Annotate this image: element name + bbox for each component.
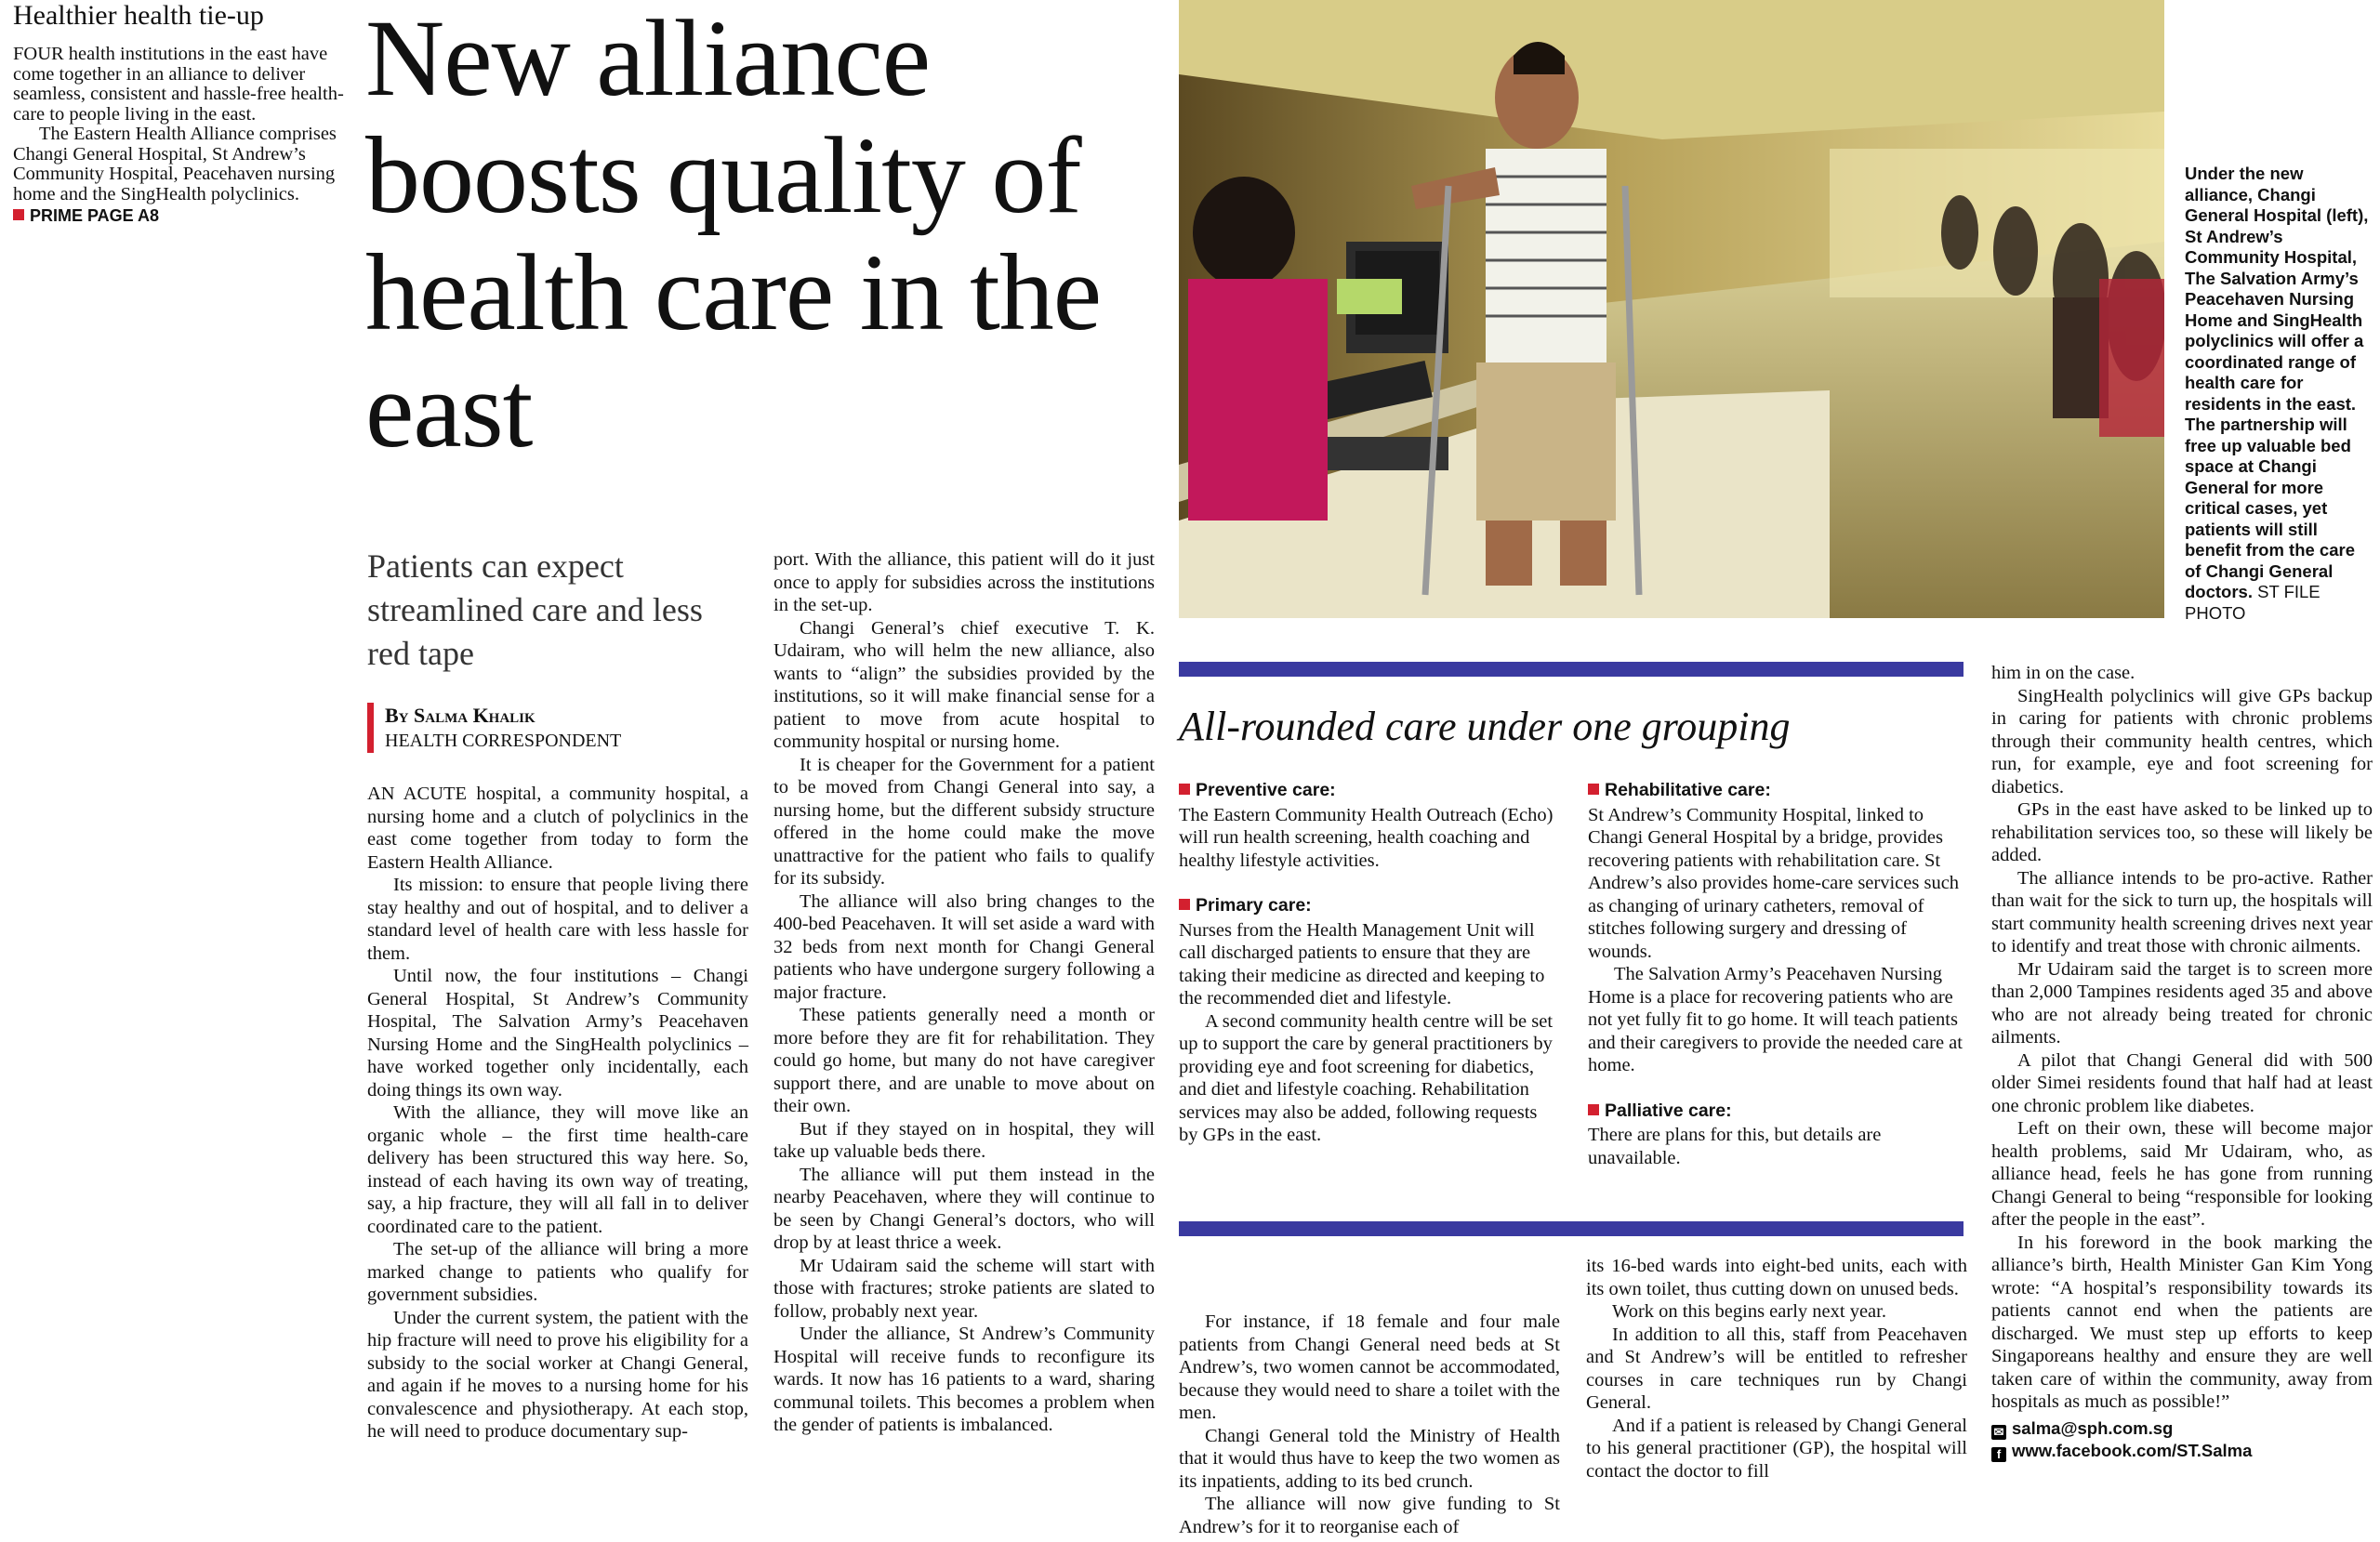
article-paragraph: him in on the case.: [1991, 663, 2135, 683]
heading-text: Palliative care:: [1605, 1100, 1732, 1121]
article-paragraph: port. With the alliance, this patient will do it just once to apply for subsidies across the institutions in the set-up.: [774, 549, 1155, 615]
article-paragraph: Under the alliance, St Andrew’s Community Hospital will receive funds to reconfigure its wards. It now has 16 patients to a ward, sharing communal toilets. This becomes a problem when the gender of patients is imbalanced.: [774, 1324, 1155, 1435]
info-item-text: There are plans for this, but details are unavailable.: [1588, 1125, 1882, 1168]
article-paragraph: Its mission: to ensure that people living there stay healthy and out of hospital, and to deliver a standard level of health care with less hassle for them.: [367, 875, 748, 964]
info-item-rehabilitative: [1588, 779, 1964, 1077]
info-item-heading: [1588, 1100, 1964, 1123]
square-bullet-icon: [1588, 784, 1599, 795]
hospital-photo: [1179, 0, 2164, 618]
photo-illustration: [1179, 0, 2164, 618]
article-paragraph: Mr Udairam said the scheme will start with those with fractures; stroke patients are slated to follow, probably next year.: [774, 1255, 1155, 1322]
heading-text: Rehabilitative care:: [1605, 780, 1771, 800]
square-bullet-icon: [1179, 899, 1190, 910]
teaser-title: Healthier health tie-up: [13, 0, 264, 31]
email-icon: ✉: [1991, 1425, 2006, 1440]
article-paragraph: In his foreword in the book marking the alliance’s birth, Health Minister Gan Kim Yong wrote: “A hospital’s responsibility towards its patients cannot end when the patients are discharged. We must step up efforts to keep Singaporeans healthy and ensure they are well taken care of within the community, away from hospitals as much as possible!”: [1991, 1232, 2373, 1412]
prime-page-ref-label: PRIME PAGE A8: [30, 206, 160, 225]
info-item-palliative: [1588, 1100, 1964, 1170]
byline-name: By Salma Khalik: [385, 704, 536, 727]
square-bullet-icon: [1179, 784, 1190, 795]
info-item-text: A second community health centre will be set up to support the care by general practitioners by providing eye and foot screening for diabetics, and diet and lifestyle coaching. Rehabilitation services may also be added, following requests by GPs in the east.: [1179, 1010, 1554, 1145]
article-paragraph: Changi General’s chief executive T. K. Udairam, who will helm the new alliance, also wants to “align” the subsidies provided by the institutions, so it will make financial sense for a patient to move from acute hospital to community hospital or nursing home.: [774, 617, 1155, 752]
article-paragraph: These patients generally need a month or more before they are fit for rehabilitation. They could go home, but many do not have caregiver support there, and are unable to move about on their own.: [774, 1005, 1155, 1116]
info-item-heading: [1179, 779, 1554, 802]
article-paragraph: The alliance will put them instead in the nearby Peacehaven, where they will continue to be seen by Changi General’s doctors, who will drop by at least thrice a week.: [774, 1164, 1155, 1253]
article-paragraph: With the alliance, they will move like an organic whole – the first time health-care delivery has been structured this way here. So, instead of each having its own way of treating, say, a hip fracture, they will all fall in to deliver coordinated care to the patient.: [367, 1102, 748, 1237]
top-rule: [1179, 662, 1964, 677]
article-paragraph: Work on this begins early next year.: [1612, 1301, 1886, 1322]
article-paragraph: But if they stayed on in hospital, they will take up valuable beds there.: [774, 1118, 1155, 1162]
byline: [367, 703, 621, 753]
article-column-2: [774, 548, 1155, 1437]
article-column-4: [1586, 1255, 1967, 1483]
article-paragraph: The alliance intends to be pro-active. Rather than wait for the sick to turn up, the hospitals will start community health screening drives next year to identify and treat those with chronic ailments.: [1991, 867, 2373, 956]
heading-text: Preventive care:: [1196, 780, 1336, 800]
headline: New alliance boosts quality of health care in the east: [365, 0, 1102, 470]
deck: Patients can expect streamlined care and less red tape: [367, 547, 703, 672]
article-column-3: [1179, 1311, 1560, 1538]
byline-role: HEALTH CORRESPONDENT: [385, 731, 622, 751]
author-facebook: www.facebook.com/ST.Salma: [2012, 1440, 2253, 1460]
article-paragraph: Mr Udairam said the target is to screen more than 2,000 Tampines residents aged 35 and above who are not already being treated for chronic ailments.: [1991, 958, 2373, 1048]
article-paragraph: In addition to all this, staff from Peacehaven and St Andrew’s will be entitled to refresher courses in care techniques run by Changi General.: [1586, 1324, 1967, 1413]
article-paragraph: Until now, the four institutions – Changi General Hospital, St Andrew’s Community Hospital, The Salvation Army’s Peacehaven Nursing Home and the SingHealth polyclinics – have worked together only incidentally, each doing things its own way.: [367, 966, 748, 1100]
article-paragraph: A pilot that Changi General did with 500 older Simei residents found that half had at least one chronic problem like diabetes.: [1991, 1049, 2373, 1116]
info-box-right-column: [1588, 779, 1964, 1192]
facebook-icon: f: [1991, 1447, 2006, 1462]
square-bullet-icon: [1588, 1104, 1599, 1115]
heading-text: Primary care:: [1196, 895, 1312, 916]
caption-text: Under the new alliance, Changi General Hospital (left), St Andrew’s Community Hospital, The Salvation Army’s Peacehaven Nursing Home and SingHealth polyclinics will offer a coordinated range of health care for residents in the east. The partnership will free up valuable bed space at Changi General for more critical cases, yet patients will still benefit from the care of Changi General doctors.: [2185, 164, 2369, 601]
info-box: [1179, 662, 1964, 1236]
info-item-text: The Eastern Community Health Outreach (Echo) will run health screening, health coaching and healthy lifestyle activities.: [1179, 804, 1554, 871]
info-box-left-column: [1179, 779, 1554, 1169]
info-item-text: St Andrew’s Community Hospital, linked to Changi General Hospital by a bridge, provides recovering patients with rehabilitation care. St Andrew’s also provides home-care services such as changing of urinary catheters, removal of stitches following surgery and dressing of wounds.: [1588, 804, 1960, 962]
article-paragraph: GPs in the east have asked to be linked up to rehabilitation services too, so these will likely be added.: [1991, 799, 2373, 865]
photo-credit: ST FILE PHOTO: [2185, 582, 2320, 623]
author-contact: [1991, 1417, 2373, 1462]
article-paragraph: Left on their own, these will become major health problems, said Mr Udairam, who, as alliance head, feels he has gone from running Changi General to being “responsible for looking after the people in the east”.: [1991, 1118, 2373, 1230]
article-column-1: [367, 783, 748, 1443]
article-paragraph: SingHealth polyclinics will give GPs backup in caring for patients with chronic problems through their community health centres, which run, for example, eye and foot screening for diabetics.: [1991, 685, 2373, 797]
article-paragraph: The set-up of the alliance will bring a more marked change to patients who qualify for government subsidies.: [367, 1239, 748, 1305]
info-item-heading: [1588, 779, 1964, 802]
article-paragraph: AN ACUTE hospital, a community hospital, a nursing home and a clutch of polyclinics in the east come together from today to form the Eastern Health Alliance.: [367, 784, 748, 873]
article-column-5: [1991, 662, 2373, 1462]
photo-caption: [2185, 164, 2371, 624]
info-item-text: The Salvation Army’s Peacehaven Nursing Home is a place for recovering patients who are not yet fully fit to go home. It will teach patients and their caregivers to provide the needed care at home.: [1588, 964, 1963, 1075]
prime-page-ref: [13, 206, 350, 226]
article-paragraph: The alliance will now give funding to St Andrew’s for it to reorganise each of: [1179, 1494, 1560, 1537]
teaser-box: [13, 0, 350, 226]
info-item-primary: [1179, 894, 1554, 1147]
facebook-line: [1991, 1440, 2373, 1462]
article-paragraph: Changi General told the Ministry of Health that it would thus have to keep the two women as its inpatients, adding to its bed crunch.: [1179, 1425, 1560, 1492]
square-bullet-icon: [13, 209, 24, 220]
article-paragraph: Under the current system, the patient with the hip fracture will need to prove his eligibility for a subsidy to the social worker at Changi General, and again if he moves to a nursing home for his convalescence and physiotherapy. At each stop, he will need to produce documentary sup-: [367, 1307, 748, 1442]
author-email: salma@sph.com.sg: [2012, 1417, 2174, 1438]
article-paragraph: its 16-bed wards into eight-bed units, each with its own toilet, thus cutting down on unused beds.: [1586, 1256, 1967, 1299]
teaser-paragraph: The Eastern Health Alliance comprises Changi General Hospital, St Andrew’s Community Hospital, Peacehaven nursing home and the SingHealth polyclinics.: [13, 124, 337, 204]
article-paragraph: It is cheaper for the Government for a patient to be moved from Changi General into say, a nursing home, but the different subsidy structure offered in the home could make the move unattractive for the patient who fails to qualify for its subsidy.: [774, 754, 1155, 889]
info-box-title: All-rounded care under one grouping: [1179, 704, 1791, 749]
info-item-text: Nurses from the Health Management Unit will call discharged patients to ensure that they are taking their medicine as directed and keeping to the recommended diet and lifestyle.: [1179, 919, 1545, 1008]
info-item-heading: [1179, 894, 1554, 917]
email-line: [1991, 1417, 2373, 1440]
article-paragraph: And if a patient is released by Changi General to his general practitioner (GP), the hospital will contact the doctor to fill: [1586, 1415, 1967, 1482]
bottom-rule: [1179, 1221, 1964, 1236]
info-item-preventive: [1179, 779, 1554, 872]
article-paragraph: The alliance will also bring changes to the 400-bed Peacehaven. It will set aside a ward with 32 beds from next month for Changi General patients who have undergone surgery following a major fracture.: [774, 890, 1155, 1003]
article-paragraph: For instance, if 18 female and four male patients from Changi General need beds at St Andrew’s, two women cannot be accommodated, because they would need to share a toilet with the men.: [1179, 1311, 1560, 1423]
teaser-paragraph: FOUR health institutions in the east have come together in an alliance to deliver seamless, consistent and hassle-free health-care to people living in the east.: [13, 44, 344, 125]
